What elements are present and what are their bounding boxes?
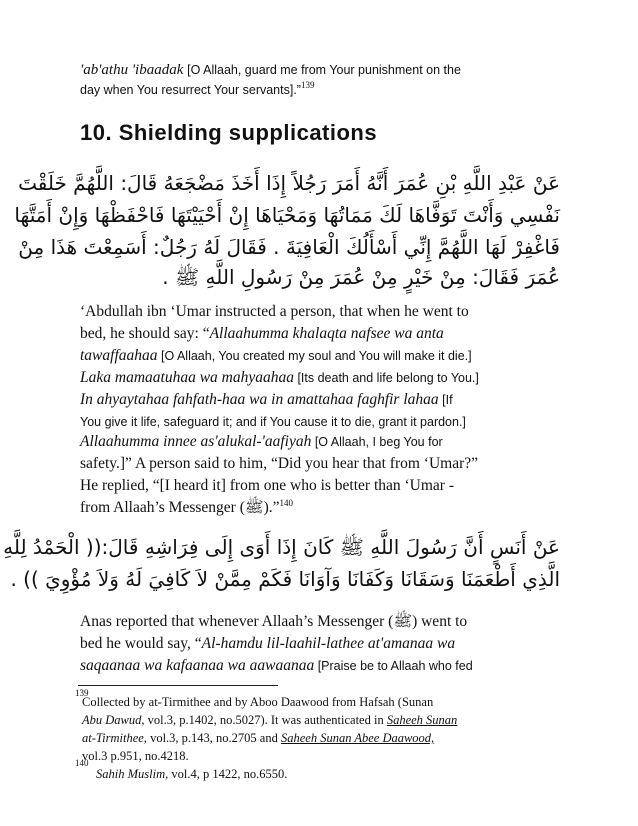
text: vol.4, p 1422, no.6550. (168, 767, 288, 781)
translit-text: Laka mamaatuhaa wa mahyaahaa (80, 369, 294, 386)
intro-line-1 (80, 60, 461, 80)
book-title: Saheeh Sunan (386, 713, 458, 727)
translit-text: Al-hamdu lil-laahil-lathee at'amanaa wa (201, 635, 456, 652)
translation-1-line-8: safety.]” A person said to him, “Did you hear that from ‘Umar?” (80, 455, 478, 472)
translation-1-line-10 (80, 498, 293, 518)
translation-1-line-1: ‘Abdullah ibn ‘Umar instructed a person, that when he went to (80, 303, 469, 320)
footnote-139-line-4: vol.3 p.951, no.4218. (82, 749, 189, 763)
translit-text: 'ab'athu 'ibaadak (80, 62, 184, 78)
translation-1-line-3 (80, 346, 472, 366)
arabic-hadith-2-line-2: الَّذِي أَطْعَمَنَا وَسَقَانَا وَكَفَانَا وَآوَانَا فَكَمْ مِمَّنْ لاَ كَافِيَ لَهُ وَلاَ مُؤْوِيَ )) . (10, 567, 560, 591)
text: bed, he should say: “ (80, 325, 210, 342)
text: bed he would say, “ (80, 635, 202, 652)
translation-2-line-2 (80, 634, 455, 654)
arabic-hadith-1-line-2: نَفْسِي وَأَنْتَ تَوَفَّاهَا لَكَ مَمَاتُهَا وَمَحْيَاهَا إِنْ أَحْيَيْتَهَا فَاحْفَظْهَا وَإِنْ أَمَتَّهَا (14, 203, 560, 227)
text: from Allaah’s Messenger (ﷺ).” (80, 499, 280, 516)
arabic-hadith-1-line-1: عَنْ عَبْدِ اللَّهِ بْنِ عُمَرَ أَنَّهُ أَمَرَ رَجُلاً إِذَا أَخَذَ مَضْجَعَهُ قَالَ: اللَّهُمَّ خَلَقْتَ (18, 171, 560, 195)
translation-1-line-9: He replied, “[I heard it] from one who is better than ‘Umar - (80, 477, 455, 494)
footnote-139-line-1: Collected by at-Tirmithee and by Aboo Daawood from Hafsah (Sunan (82, 695, 434, 709)
footnote-139-line-3 (82, 730, 434, 747)
book-title: Saheeh Sunan Abee Daawood, (280, 731, 435, 745)
arabic-hadith-1-line-3: فَاغْفِرْ لَهَا اللَّهُمَّ إِنِّي أَسْأَلُكَ الْعَافِيَةَ . فَقَالَ لَهُ رَجُلٌ: أَسَمِعْتَ هَذَا مِنْ (18, 235, 560, 259)
footnote-140-line-1 (96, 766, 287, 783)
gloss-text: [Praise be to Allaah who fed (314, 659, 473, 673)
translit-text: Allaahumma innee as'alukal-'aafiyah (80, 433, 312, 450)
book-title: Abu Dawud, (82, 713, 145, 727)
translit-text: Allaahumma khalaqta nafsee wa anta (209, 325, 444, 342)
book-title: Sahih Muslim, (96, 767, 169, 781)
translation-1-line-2 (80, 324, 444, 344)
translation-1-line-7 (80, 432, 443, 452)
translit-text: In ahyaytahaa fahfath-haa wa in amattahaa faghfir lahaa (80, 391, 439, 408)
gloss-text: [O Allaah, You created my soul and You will make it die.] (157, 349, 472, 363)
footnote-number-139: 139 (75, 688, 89, 698)
gloss-text: [Its death and life belong to You.] (293, 371, 479, 385)
translation-1-line-4 (80, 368, 479, 388)
translit-text: saqaanaa wa kafaanaa wa aawaanaa (80, 657, 315, 674)
arabic-hadith-1-line-4: عُمَرَ فَقَالَ: مِنْ خَيْرٍ مِنْ عُمَرَ مِنْ رَسُولِ اللَّهِ ﷺ . (162, 265, 560, 289)
translit-text: tawaffaahaa (80, 347, 158, 364)
translation-1-line-6: You give it life, safeguard it; and if You cause it to die, grant it pardon.] (80, 415, 466, 429)
footnote-ref-140: 140 (279, 497, 294, 508)
footnote-number-140: 140 (75, 758, 89, 768)
gloss-text: [If (438, 393, 453, 407)
gloss-text: [O Allaah, I beg You for (311, 435, 443, 449)
translation-2-line-1: Anas reported that whenever Allaah’s Messenger (ﷺ) went to (80, 613, 468, 630)
section-heading: 10. Shielding supplications (80, 120, 378, 145)
intro-line-2 (80, 80, 314, 100)
arabic-hadith-2-line-1: عَنْ أَنَسٍ أَنَّ رَسُولَ اللَّهِ ﷺ كَانَ إِذَا أَوَى إِلَى فِرَاشِهِ قَالَ:(( الْحَمْدُ لِلَّهِ (3, 535, 560, 559)
translation-2-line-3 (80, 656, 473, 676)
text: vol.3, p.1402, no.5027). It was authenticated in (144, 713, 387, 727)
translation-1-line-5 (80, 390, 453, 410)
footnote-divider (78, 685, 278, 686)
footnote-139-line-2 (82, 712, 457, 729)
gloss-text: [O Allaah, guard me from Your punishment on the (187, 63, 461, 77)
book-title: at-Tirmithee, (82, 731, 147, 745)
gloss-text: day when You resurrect Your servants].” (80, 83, 301, 97)
text: vol.3, p.143, no.2705 and (146, 731, 281, 745)
footnote-ref-139: 139 (300, 80, 315, 90)
